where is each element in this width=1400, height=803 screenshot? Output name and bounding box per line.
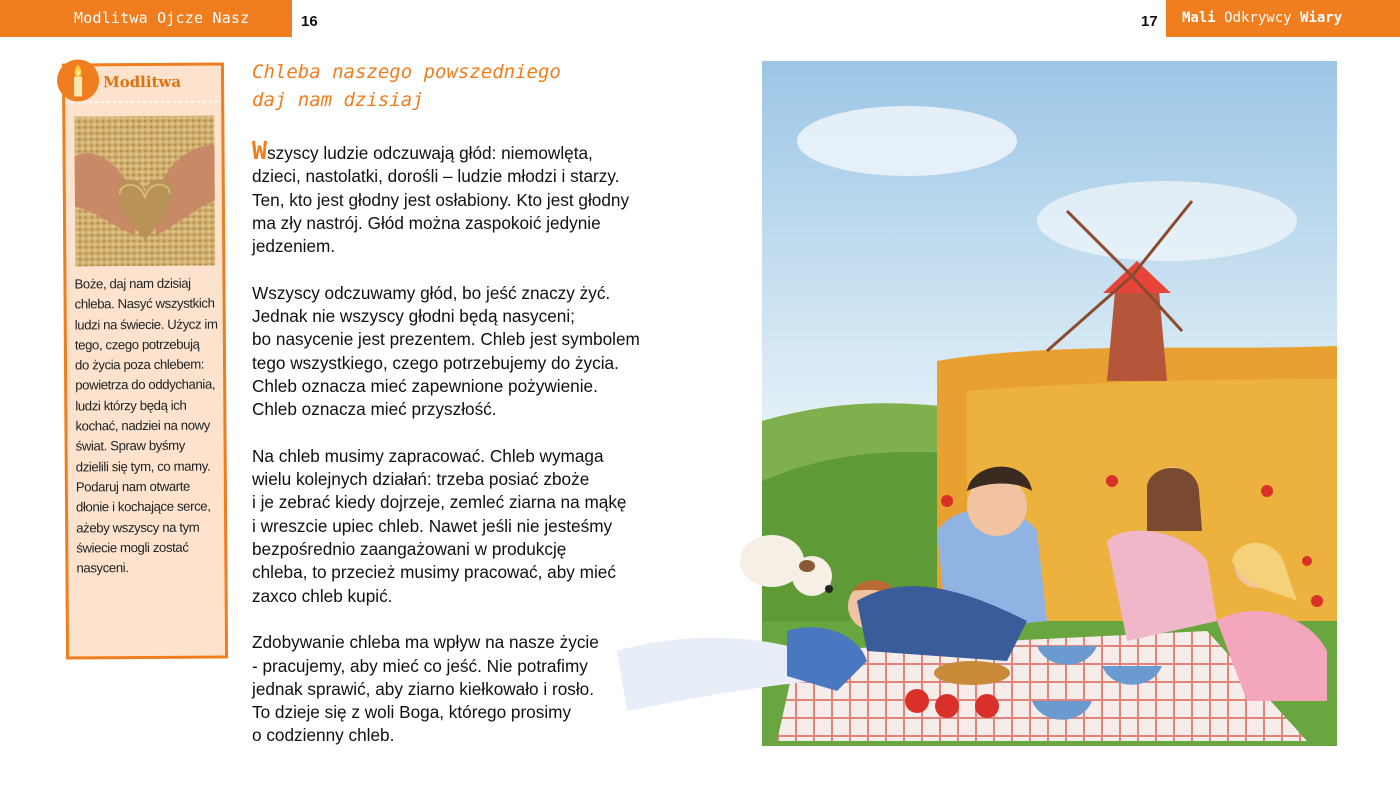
- body-line: o codzienny chleb.: [252, 725, 395, 746]
- prayer-line: świat. Spraw byśmy: [75, 438, 185, 454]
- header-right-part2: Odkrywcy: [1215, 10, 1301, 26]
- body-line: bo nasycenie jest prezentem. Chleb jest symbolem: [252, 329, 640, 350]
- prayer-line: do życia poza chlebem:: [74, 356, 205, 373]
- body-line: i je zebrać kiedy dojrzeje, zemleć ziarna na mąkę: [252, 492, 627, 513]
- prayer-line: powietrza do oddychania,: [75, 376, 216, 393]
- drop-cap: W: [252, 136, 268, 165]
- body-line: chleba, to przecież musimy pracować, aby mieć: [252, 562, 616, 583]
- apple: [935, 694, 959, 718]
- article-title-line: Chleba naszego powszedniego: [252, 61, 561, 83]
- body-line: jednak sprawić, aby ziarno kiełkowało i rosło.: [252, 678, 594, 699]
- prayer-title: Modlitwa: [102, 72, 182, 92]
- body-line: Wszyscy odczuwamy głód, bo jeść znaczy żyć.: [252, 282, 611, 303]
- body-line-text: szyscy ludzie odczuwają głód: niemowlęta,: [267, 143, 593, 163]
- prayer-line: kochać, nadziei na nowy: [75, 417, 211, 434]
- body-line: Chleb oznacza mieć zapewnione pożywienie.: [252, 375, 598, 396]
- article-title: [252, 58, 561, 114]
- prayer-text: [74, 273, 222, 578]
- article-title-line: daj nam dzisiaj: [252, 89, 424, 111]
- body-line: i wreszcie upiec chleb. Nawet jeśli nie jesteśmy: [252, 515, 613, 536]
- body-line: tego wszystkiego, czego potrzebujemy do życia.: [252, 352, 619, 373]
- picnic-illustration: [607, 61, 1377, 749]
- prayer-line: dzielili się tym, co mamy.: [75, 458, 211, 475]
- grain-hands-photo: [74, 116, 215, 267]
- prayer-line: nasyceni.: [76, 560, 129, 576]
- body-line: jedzeniem.: [252, 236, 336, 257]
- body-line: To dzieje się z woli Boga, którego prosimy: [252, 702, 572, 723]
- prayer-line: ażeby wszyscy na tym: [76, 519, 200, 536]
- body-line: dzieci, nastolatki, dorośli – ludzie młodzi i starzy.: [252, 166, 620, 187]
- prayer-line: chleba. Nasyć wszystkich: [74, 295, 215, 312]
- prayer-line: dłonie i kochające serce,: [75, 498, 211, 515]
- page-number-right: 17: [1141, 13, 1158, 30]
- header-left-title: Modlitwa Ojcze Nasz: [0, 0, 292, 37]
- prayer-line: ludzi którzy będą ich: [75, 397, 187, 414]
- header-right-title: [1166, 0, 1400, 37]
- prayer-line: tego, czego potrzebują: [74, 336, 200, 353]
- body-line: Zdobywanie chleba ma wpływ na nasze życie: [252, 632, 599, 653]
- prayer-header: [65, 65, 221, 104]
- apple: [975, 694, 999, 718]
- prayer-box: [62, 62, 228, 659]
- apple: [905, 689, 929, 713]
- body-line: wielu kolejnych działań: trzeba posiać zboże: [252, 469, 590, 490]
- candle-icon: [57, 59, 99, 101]
- body-line: bezpośrednio zaangażowani w produkcję: [252, 539, 567, 560]
- body-line: Na chleb musimy zapracować. Chleb wymaga: [252, 445, 604, 466]
- prayer-line: Podaruj nam otwarte: [75, 478, 191, 495]
- prayer-line: ludzi na świecie. Użycz im: [74, 316, 218, 333]
- prayer-line: świecie mogli zostać: [76, 539, 189, 556]
- body-line: Ten, kto jest głodny jest osłabiony. Kto jest głodny: [252, 189, 630, 210]
- header-right-part3: Wiary: [1300, 10, 1343, 26]
- body-line: zaxco chleb kupić.: [252, 585, 393, 606]
- bread: [934, 661, 1010, 685]
- body-line: - pracujemy, aby mieć co jeść. Nie potrafimy: [252, 655, 588, 676]
- header-right-part1: Mali: [1182, 10, 1216, 26]
- body-line: ma zły nastrój. Głód można zaspokoić jedynie: [252, 212, 601, 233]
- page-number-left: 16: [301, 13, 318, 30]
- body-line: Chleb oznacza mieć przyszłość.: [252, 399, 497, 420]
- body-line: Jednak nie wszyscy głodni będą nasyceni;: [252, 306, 575, 327]
- prayer-line: Boże, daj nam dzisiaj: [74, 275, 191, 292]
